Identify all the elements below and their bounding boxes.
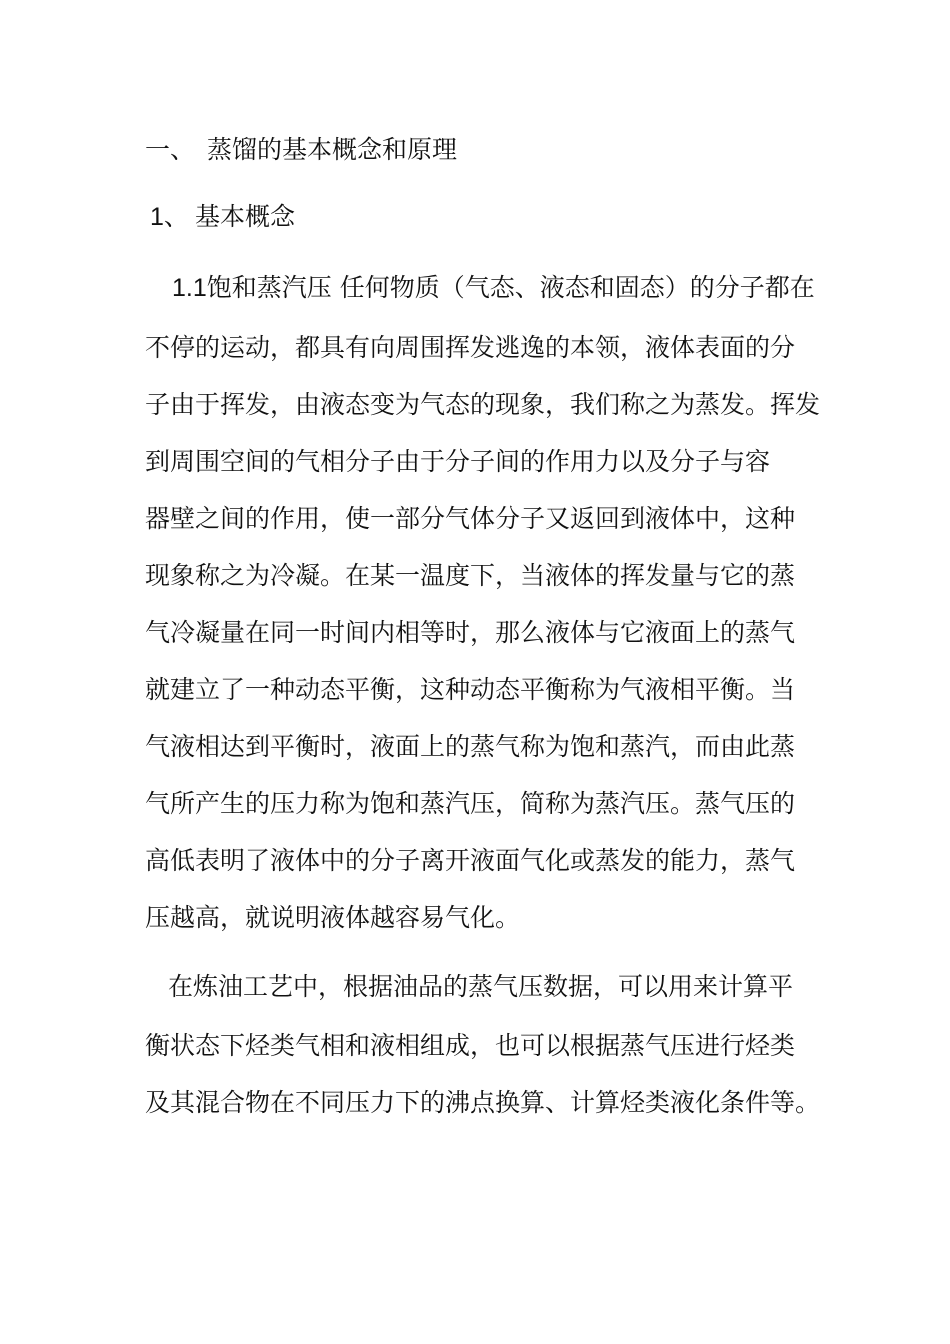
paragraph-line: 子由于挥发，由液态变为气态的现象，我们称之为蒸发。挥发 xyxy=(145,390,821,419)
paragraph-line: 就建立了一种动态平衡，这种动态平衡称为气液相平衡。当 xyxy=(145,675,796,704)
subsection-title: 基本概念 xyxy=(195,202,296,231)
paragraph-line: 及其混合物在不同压力下的沸点换算、计算烃类液化条件等。 xyxy=(145,1088,821,1117)
section-number: 一、 xyxy=(145,135,196,164)
paragraph-line: 压越高，就说明液体越容易气化。 xyxy=(145,903,521,932)
subsection-heading xyxy=(150,200,295,234)
paragraph-line: 器壁之间的作用，使一部分气体分子又返回到液体中，这种 xyxy=(145,504,796,533)
paragraph-line: 不停的运动，都具有向周围挥发逃逸的本领，液体表面的分 xyxy=(145,333,796,362)
paragraph-line: 高低表明了液体中的分子离开液面气化或蒸发的能力，蒸气 xyxy=(145,846,796,875)
section-title: 蒸馏的基本概念和原理 xyxy=(207,135,458,164)
paragraph-line: 到周围空间的气相分子由于分子间的作用力以及分子与容 xyxy=(145,447,771,476)
paragraph-line: 衡状态下烃类气相和液相组成，也可以根据蒸气压进行烃类 xyxy=(145,1031,796,1060)
section-heading xyxy=(145,133,457,167)
paragraph-line xyxy=(172,271,842,305)
paragraph-text: 饱和蒸汽压 任何物质（气态、液态和固态）的分子都在 xyxy=(206,273,815,302)
paragraph-line: 气所产生的压力称为饱和蒸汽压，简称为蒸汽压。蒸气压的 xyxy=(145,789,796,818)
paragraph-line: 在炼油工艺中，根据油品的蒸气压数据，可以用来计算平 xyxy=(168,972,794,1001)
subsubsection-number: 1.1 xyxy=(172,274,207,302)
paragraph-line: 现象称之为冷凝。在某一温度下，当液体的挥发量与它的蒸 xyxy=(145,561,796,590)
subsection-number: 1、 xyxy=(150,203,189,231)
paragraph-line: 气液相达到平衡时，液面上的蒸气称为饱和蒸汽，而由此蒸 xyxy=(145,732,796,761)
paragraph-line: 气冷凝量在同一时间内相等时，那么液体与它液面上的蒸气 xyxy=(145,618,796,647)
